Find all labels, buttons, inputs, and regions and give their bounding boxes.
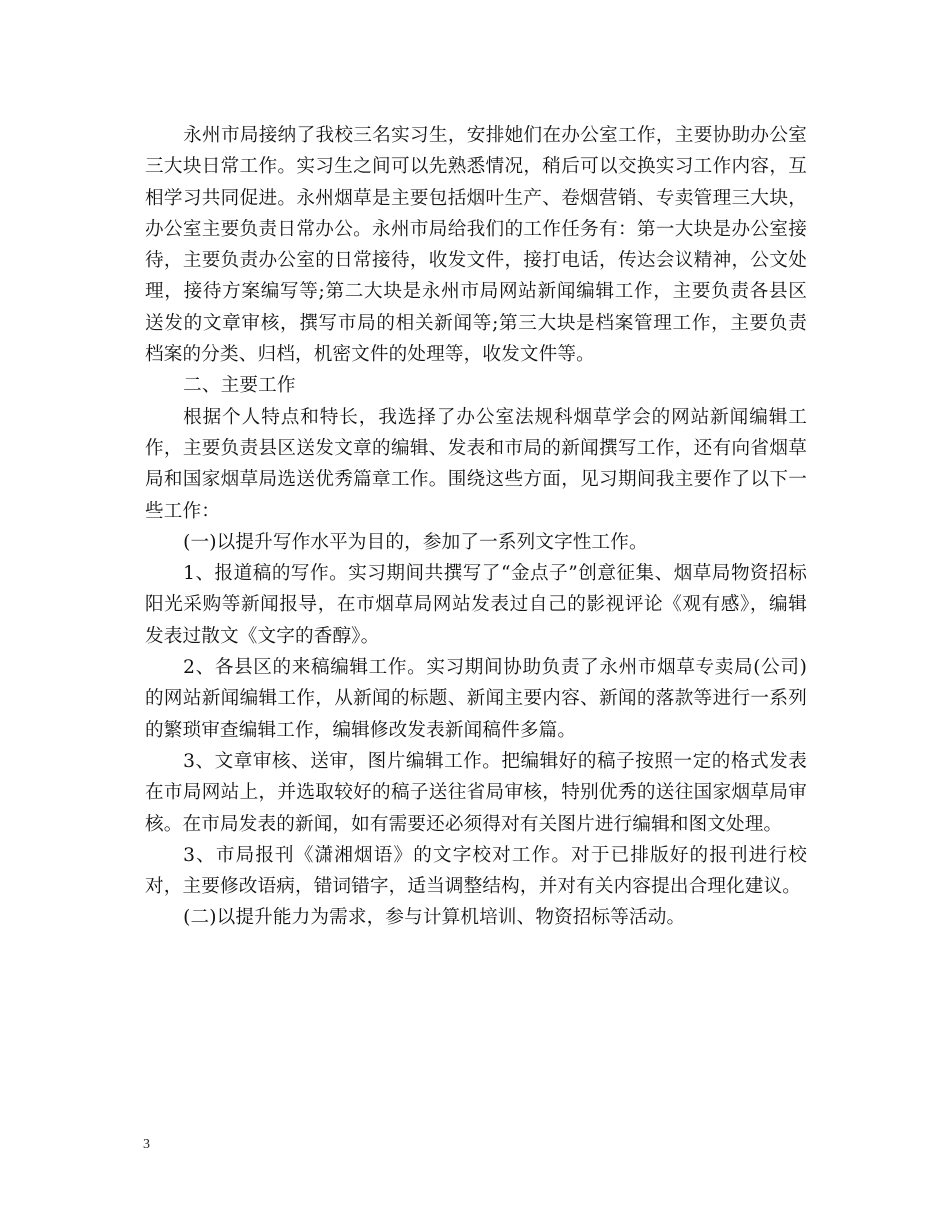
page-number: 3 (143, 1137, 150, 1152)
paragraph-review-and-images: 3、文章审核、送审，图片编辑工作。把编辑好的稿子按照一定的格式发表在市局网站上，并选取较好的稿子送往省局审核，特别优秀的送往国家烟草局审核。在市局发表的新闻，如有需要还必须得对有关图片进行编辑和图文处理。 (145, 750, 807, 835)
paragraph-proofreading: 3、市局报刊《潇湘烟语》的文字校对工作。对于已排版好的报刊进行校对，主要修改语病，错词错字，适当调整结构，并对有关内容提出合理化建议。 (145, 844, 807, 898)
paragraph-work-choice: 根据个人特点和特长，我选择了办公室法规科烟草学会的网站新闻编辑工作，主要负责县区送发文章的编辑、发表和市局的新闻撰写工作，还有向省烟草局和国家烟草局选送优秀篇章工作。围绕这些方面，见习期间我主要作了以下一些工作： (145, 406, 807, 522)
subheading-writing-work: (一)以提升写作水平为目的，参加了一系列文字性工作。 (183, 531, 648, 553)
document-body (145, 120, 807, 934)
subheading-ability-activities: (二)以提升能力为需求，参与计算机培训、物资招标等活动。 (183, 907, 686, 929)
paragraph-county-editing: 2、各县区的来稿编辑工作。实习期间协助负责了永州市烟草专卖局(公司)的网站新闻编辑工作，从新闻的标题、新闻主要内容、新闻的落款等进行一系列的繁琐审查编辑工作，编辑修改发表新闻稿件多篇。 (145, 657, 807, 741)
paragraph-internship-overview: 永州市局接纳了我校三名实习生，安排她们在办公室工作，主要协助办公室三大块日常工作。实习生之间可以先熟悉情况，稍后可以交换实习工作内容，互相学习共同促进。永州烟草是主要包括烟叶生产、卷烟营销、专卖管理三大块，办公室主要负责日常办公。永州市局给我们的工作任务有：第一大块是办公室接待，主要负责办公室的日常接待，收发文件，接打电话，传达会议精神，公文处理，接待方案编写等;第二大块是永州市局网站新闻编辑工作，主要负责各县区送发的文章审核，撰写市局的相关新闻等;第三大块是档案管理工作，主要负责档案的分类、归档，机密文件的处理等，收发文件等。 (145, 125, 807, 366)
section-heading-main-work: 二、主要工作 (183, 375, 296, 397)
paragraph-report-writing: 1、报道稿的写作。实习期间共撰写了“金点子”创意征集、烟草局物资招标阳光采购等新闻报导，在市烟草局网站发表过自己的影视评论《观有感》，编辑发表过散文《文字的香醇》。 (145, 563, 807, 647)
